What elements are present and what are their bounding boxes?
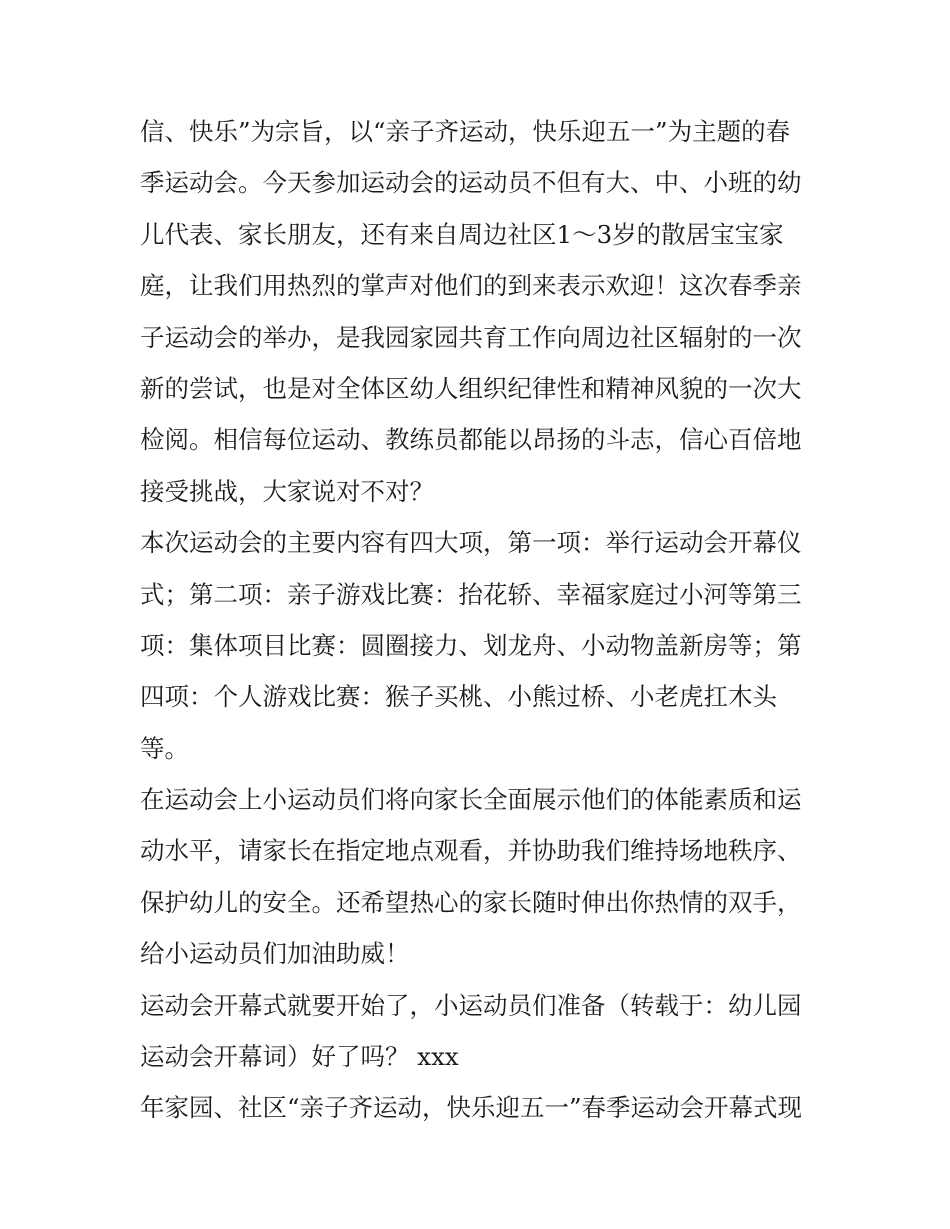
text-line: 子运动会的举办，是我园家园共育工作向周边社区辐射的一次 <box>140 322 802 352</box>
text-line: 动水平，请家长在指定地点观看，并协助我们维持场地秩序、 <box>140 836 802 866</box>
document-body <box>140 106 820 1134</box>
text-line: 本次运动会的主要内容有四大项，第一项：举行运动会开幕仪 <box>140 528 802 558</box>
text-line: 季运动会。今天参加运动会的运动员不但有大、中、小班的幼 <box>140 168 802 198</box>
text-line: 新的尝试，也是对全体区幼人组织纪律性和精神风貌的一次大 <box>140 373 802 403</box>
paragraph-4 <box>140 980 820 1083</box>
text-line: 接受挑战，大家说对不对？ <box>140 476 434 506</box>
text-line: 给小运动员们加油助威！ <box>140 939 410 969</box>
paragraph-3 <box>140 774 820 980</box>
text-line: 儿代表、家长朋友，还有来自周边社区1～3岁的散居宝宝家 <box>140 219 784 249</box>
text-line: 信、快乐”为宗旨，以“亲子齐运动，快乐迎五一”为主题的春 <box>140 117 791 146</box>
text-line: 运动会开幕词）好了吗？ xxx <box>140 1042 459 1072</box>
text-line: 保护幼儿的安全。还希望热心的家长随时伸出你热情的双手， <box>140 887 802 917</box>
paragraph-1 <box>140 106 820 517</box>
paragraph-2 <box>140 517 820 774</box>
text-line: 式；第二项：亲子游戏比赛：抬花轿、幸福家庭过小河等第三 <box>140 579 802 609</box>
text-line: 运动会开幕式就要开始了，小运动员们准备（转载于：幼儿园 <box>140 990 802 1020</box>
paragraph-5 <box>140 1082 820 1133</box>
text-line: 检阅。相信每位运动、教练员都能以昂扬的斗志，信心百倍地 <box>140 425 802 455</box>
text-line: 庭，让我们用热烈的掌声对他们的到来表示欢迎！这次春季亲 <box>140 271 802 301</box>
text-line: 等。 <box>140 733 189 763</box>
text-line: 项：集体项目比赛：圆圈接力、划龙舟、小动物盖新房等；第 <box>140 630 802 660</box>
text-line: 在运动会上小运动员们将向家长全面展示他们的体能素质和运 <box>140 785 802 815</box>
text-line: 四项：个人游戏比赛：猴子买桃、小熊过桥、小老虎扛木头 <box>140 682 777 712</box>
text-line: 年家园、社区“亲子齐运动，快乐迎五一”春季运动会开幕式现 <box>140 1093 803 1123</box>
